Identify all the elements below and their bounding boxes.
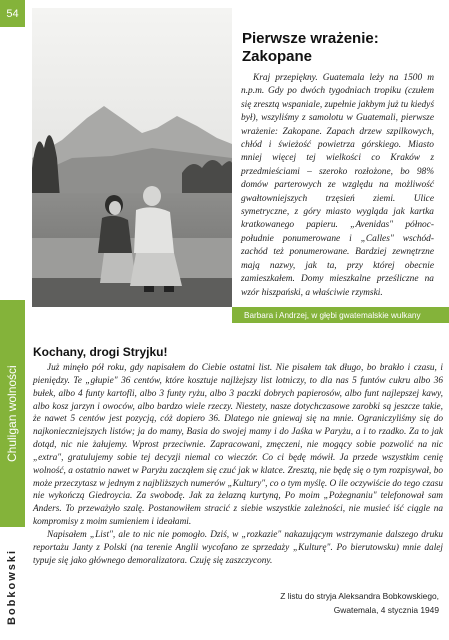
- letter-source: [280, 589, 439, 617]
- section-label: Chuligan wolności: [5, 365, 19, 462]
- letter-heading: Kochany, drogi Stryjku!: [33, 345, 168, 359]
- intro-paragraph: Kraj przepiękny. Guatemala leży na 1500 m n.p.m. Gdy po dwóch tygodniach tropiku (czułem się zresztą wspaniale, zupełnie jakbym już tu kiedyś był), wszyliśmy z samolotu w Guatemali, pierwsze wrażenie: Zakopane. Zapach drzew szpilkowych, chłód i świeżość powietrza górskiego. Miasto mniej więcej tej wielkości co Kraków z przedmieściami – szeroko rozłożone, bo 98% domów parterowych ze względu na możliwość gwałtowniejszych trzęsień ziemi. Ulice symetryczne, z góry miasto wygląda jak kartka kratkowanego papieru. „Avenidas" północ-południe ponumerowane i „Calles" wschód-zachód też ponumerowane. Bardziej zewnętrzne mają nazwy, jak ta, przy której obecnie zamieszkałem. Domy mieszkalne prześliczne na wzór hiszpański, a właściwie rzymski.: [241, 73, 434, 298]
- letter-body: [33, 362, 443, 568]
- letter-paragraph-2: Napisałem „List", ale to nic nie pomogło. Dziś, w „rozkazie" nakazującym wstrzymanie dalszego druku reportażu Janty z Polski (na terenie Anglii wycofano ze sprzedaży „Kulturę". Po bierutowsku) mnie dalej typuje się jako głównego demoralizatora. Czuję się zaszczycony.: [33, 529, 443, 566]
- intro-text: [241, 72, 434, 300]
- photo-caption: Barbara i Andrzej, w głębi gwatemalskie wulkany: [232, 307, 449, 323]
- archival-photo: [32, 8, 232, 307]
- source-line-2: Gwatemala, 4 stycznia 1949: [333, 605, 439, 615]
- page-number: 54: [0, 0, 25, 27]
- title-line-2: Zakopane: [242, 48, 313, 65]
- author-label: Bobkowski: [6, 548, 18, 625]
- title-line-1: Pierwsze wrażenie:: [242, 30, 379, 47]
- letter-paragraph-1: Już minęło pół roku, gdy napisałem do Ciebie ostatni list. Nie pisałem tak długo, bo brakło i czasu, i pieniędzy. Te „głupie" 36 centów, które kosztuje najlżejszy list lotniczy, to dla nas 5 funtów cukru albo 36 bułek, albo 4 funty kartofli, albo 3 funty ryżu, albo 3 paczki dobrych papierosów, albo funt najlepszej kawy, albo kosz jarzyn i owoców, albo bardzo wiele rzeczy. Niestety, nasze dotychczasowe zarobki są jeszcze takie, że nawet 5 centów jest pozycją, cóż dopiero 36. Dlatego nie gniewaj się na mnie. Ograniczyliśmy się do najkonieczniejszych listów; ja do mamy, Basia do swojej mamy i do Jaśka w Paryżu, a i to rzadko. Za to jak dotąd, nic nie żałujemy. Wprost przeciwnie. Zapracowani, zmęczeni, nie mogący sobie pozwolić na nic „extra", gratulujemy sobie tej decyzji niemal co wieczór. Co ci będę mówił. Ja przede wszystkim cenię wolność, a ostatnio nawet w Paryżu zacząłem się czuć jak w klatce. Zresztą, nie będę się o tym rozpisywał, bo może przeczytasz w jednym z najbliższych numerów „Kultury", co o tym myślę. O ile oczywiście do tego czasu nie wykończą Giedroycia. Za swobodę. Jak za żelazną kurtyną, Po moim „Pożegnaniu" telefonował sam Anders. To przeważyło szalę. Postanowiłem stracić z siebie wszystkie zależności, nie musieć iść ciągle na kompromisy z moim sumieniem i ideałami.: [33, 363, 443, 528]
- article-title: [242, 30, 442, 66]
- source-line-1: Z listu do stryja Aleksandra Bobkowskiego,: [280, 591, 439, 601]
